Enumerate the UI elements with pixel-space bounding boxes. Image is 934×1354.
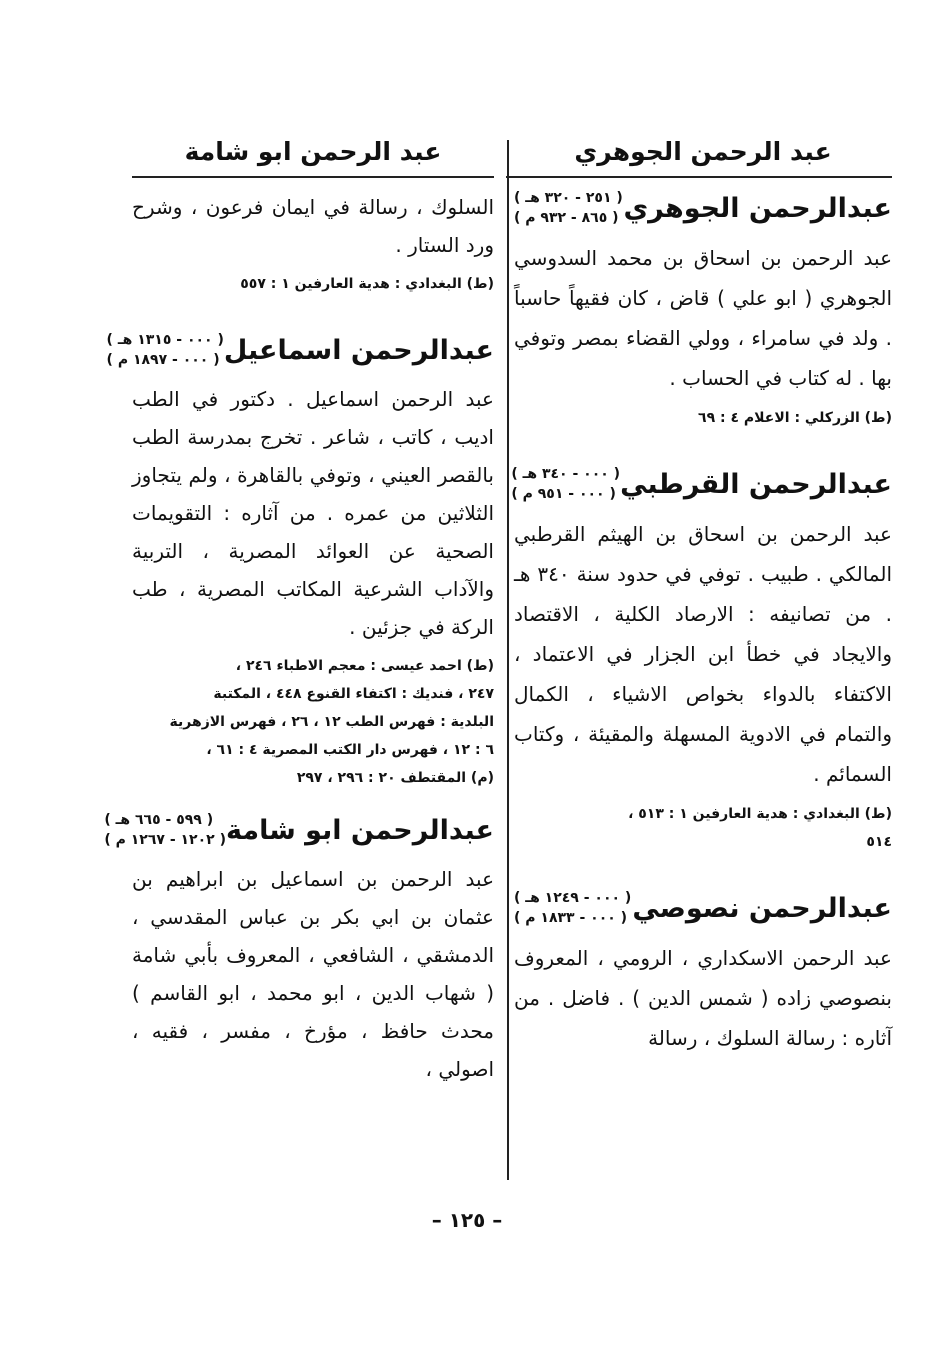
gregorian-dates: ( ٠٠٠ - ١٨٣٣ م ) (514, 910, 628, 926)
entry-references (514, 800, 892, 856)
entry-references (132, 270, 494, 298)
entry-name: عبدالرحمن نصوصي (632, 892, 892, 924)
entry-abu-shama (104, 810, 494, 1088)
page-number: – ١٢٥ – (431, 1208, 503, 1232)
continued-text: السلوك ، رسالة في ايمان فرعون ، وشرح ورد الستار . (132, 195, 494, 257)
entry-dates (104, 810, 226, 850)
gregorian-dates: ( ٠٠٠ - ٩٥١ م ) (511, 486, 616, 502)
entry-name: عبدالرحمن الجوهري (623, 192, 892, 224)
reference-line: البلدية : فهرس الطب ١٢ ، ٢٦ ، فهرس الازهرية (169, 714, 494, 730)
entry-dates (511, 464, 620, 504)
reference-line: ٢٤٧ ، فنديك : اكتفاء القنوع ٤٤٨ ، المكتبة (213, 686, 494, 702)
reference-line: (م) المقتطف ٢٠ : ٢٩٦ ، ٢٩٧ (296, 770, 494, 786)
entry-dates (107, 330, 224, 370)
gregorian-dates: ( ١٢٠٢ - ١٢٦٧ م ) (104, 832, 226, 848)
hijri-dates: ( ٠٠٠ - ١٢٤٩ هـ ) (514, 890, 632, 906)
entry-heading (514, 888, 892, 928)
reference-line: (ط) البغدادي : هدية العارفين ١ : ٥٥٧ (240, 276, 494, 292)
entry-name: عبدالرحمن اسماعيل (223, 334, 494, 366)
entry-text: عبد الرحمن اسماعيل . دكتور في الطب اديب ، كاتب ، شاعر . تخرج بمدرسة الطب بالقصر العيني ، وتوفي بالقاهرة ، ولم يتجاوز الثلاثين من عمره . من آثاره : التقويمات الصحية عن العوائد المصرية ، التربية والآداب الشرعية المكاتب المصرية ، طب الركة في جزئين . (132, 387, 494, 639)
left-running-header: عبد الرحمن ابو شامة (184, 137, 442, 166)
hijri-dates: ( ٥٩٩ - ٦٦٥ هـ ) (104, 812, 214, 828)
entry-heading (104, 810, 494, 850)
column-divider (507, 140, 509, 1180)
header-rule (506, 176, 892, 178)
right-column (511, 130, 893, 1064)
entry-dates (514, 188, 623, 228)
entry-heading (511, 464, 892, 504)
entry-dates (514, 888, 631, 928)
entry-continuation (132, 188, 494, 298)
entry-text: عبد الرحمن بن اسحاق بن الهيثم القرطبي المالكي . طبيب . توفي في حدود سنة ٣٤٠ هـ . من تصانيفه : الارصاد الكلية ، الاقتصاد والايجاد في خطأ ابن الجزار في الاعتماد ، الاكتفاء بالدواء بخواص الاشياء ، الكمال والتمام في الادوية المسهلة والمقيئة ، وكتاب السمائم . (514, 522, 893, 786)
entry-text: عبد الرحمن الاسكداري ، الرومي ، المعروف بنصوصي زاده ( شمس الدين ) . فاضل . من آثاره : رسالة السلوك ، رسالة (514, 946, 892, 1050)
hijri-dates: ( ٢٥١ - ٣٢٠ هـ ) (514, 190, 623, 206)
entry-references (514, 404, 892, 432)
hijri-dates: ( ٠٠٠ - ٣٤٠ هـ ) (511, 466, 621, 482)
entry-references (132, 652, 494, 792)
reference-line: ٥١٤ (866, 834, 892, 850)
entry-jawhari (514, 188, 892, 432)
left-column (104, 130, 494, 1094)
entry-text: عبد الرحمن بن اسحاق بن محمد السدوسي الجوهري ( ابو علي ) قاض ، كان فقيهاً حاسباً . ولد في سامراء ، وولي القضاء بمصر وتوفي بها . له كتاب في الحساب . (514, 246, 892, 390)
hijri-dates: ( ٠٠٠ - ١٣١٥ هـ ) (106, 332, 224, 348)
right-running-header: عبد الرحمن الجوهري (574, 137, 832, 166)
reference-line: (ط) البغدادي : هدية العارفين ١ : ٥١٣ ، (628, 806, 892, 822)
entry-text: عبد الرحمن بن اسماعيل بن ابراهيم بن عثمان بن ابي بكر بن عباس المقدسي ، الدمشقي ، الشافعي ، المعروف بأبي شامة ( شهاب الدين ، ابو محمد ، ابو القاسم ) محدث حافظ ، مؤرخ ، مفسر ، فقيه ، اصولي ، (132, 867, 494, 1081)
reference-line: ٦ : ١٢ ، فهرس دار الكتب المصرية ٤ : ٦١ ، (206, 742, 494, 758)
entry-nusuhi (514, 888, 892, 1058)
gregorian-dates: ( ٨٦٥ - ٩٣٢ م ) (514, 210, 619, 226)
entry-name: عبدالرحمن القرطبي (620, 468, 892, 500)
entry-heading (106, 330, 494, 370)
reference-line: (ط) احمد عيسى : معجم الاطباء ٢٤٦ ، (235, 658, 494, 674)
entry-name: عبدالرحمن ابو شامة (225, 814, 494, 846)
entry-qurtubi (511, 464, 893, 856)
reference-line: (ط) الزركلي : الاعلام ٤ : ٦٩ (698, 410, 892, 426)
entry-ismail (106, 330, 494, 792)
gregorian-dates: ( ٠٠٠ - ١٨٩٧ م ) (106, 352, 220, 368)
header-rule (132, 176, 494, 178)
entry-heading (514, 188, 892, 228)
